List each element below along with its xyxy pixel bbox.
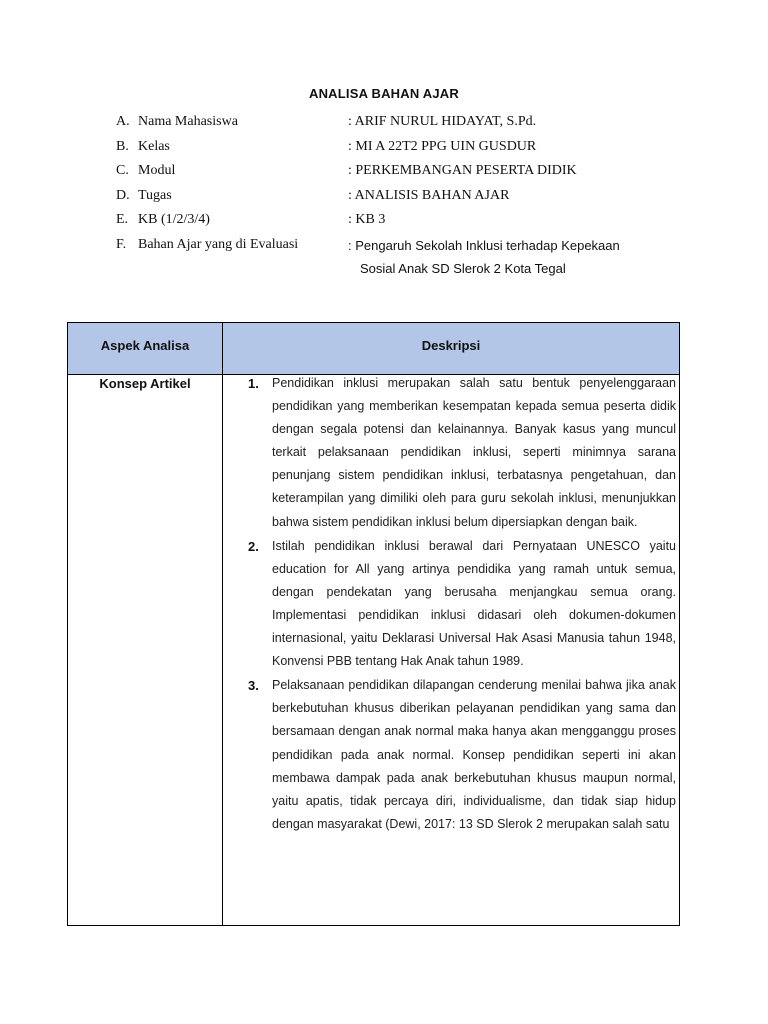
item-number: 1. (248, 376, 259, 391)
analysis-table (67, 322, 680, 926)
info-letter: A. (116, 114, 130, 129)
info-letter: F. (116, 236, 127, 252)
info-row-material (116, 236, 716, 276)
info-row-kb (116, 212, 716, 237)
item-number: 2. (248, 538, 259, 554)
info-value: : KB 3 (348, 212, 386, 228)
list-item (236, 535, 676, 674)
list-item (236, 674, 676, 836)
item-text: Istilah pendidikan inklusi berawal dari Pernyataan UNESCO yaitu education for All yang artinya pendidika yang ramah untuk semua, dengan pendekatan yang berusaha menjangkau semua orang. Implementasi pendidikan inklusi didasari oleh dokumen-dokumen internasional, yaitu Deklarasi Universal Hak Asasi Manusia tahun 1948, Konvensi PBB tentang Hak Anak tahun 1989. (272, 538, 676, 669)
info-letter: B. (116, 138, 129, 154)
item-text: Pendidikan inklusi merupakan salah satu bentuk penyelenggaraan pendidikan yang memberikan kesempatan kepada semua peserta didik dengan segala potensi dan kelainannya. Banyak kasus yang muncul terkait pelaksanaan pendidikan inklusi, seperti minimnya sarana penunjang sistem pendidikan inklusi, terbatasnya pengetahuan, dan keterampilan yang dimiliki oleh para guru sekolah inklusi, menunjukkan bahwa sistem pendidikan inklusi belum dipersiapkan dengan baik. (272, 376, 676, 529)
info-row-task (116, 188, 716, 213)
info-letter: C. (116, 163, 129, 179)
table-header-row (68, 323, 679, 375)
info-value: : ANALISIS BAHAN AJAR (348, 187, 510, 203)
info-label: KB (1/2/3/4) (138, 212, 210, 228)
info-value: : PERKEMBANGAN PESERTA DIDIK (348, 163, 577, 179)
page-title: ANALISA BAHAN AJAR (309, 86, 459, 101)
list-item (236, 372, 676, 534)
info-value: : ARIF NURUL HIDAYAT, S.Pd. (348, 114, 537, 129)
info-label: Modul (138, 163, 176, 179)
info-label: Nama Mahasiswa (138, 114, 238, 129)
info-row-module (116, 163, 716, 188)
info-label: Kelas (138, 138, 170, 154)
info-row-name (116, 114, 716, 139)
info-value: : Pengaruh Sekolah Inklusi terhadap Kepekaan (348, 237, 620, 253)
info-label: Tugas (138, 187, 172, 203)
aspect-label: Konsep Artikel (99, 376, 191, 391)
info-value-continued: Sosial Anak SD Slerok 2 Kota Tegal (360, 260, 566, 276)
info-letter: D. (116, 187, 130, 203)
item-text: Pelaksanaan pendidikan dilapangan cenderung menilai bahwa jika anak berkebutuhan khusus diberikan pelayanan pendidikan yang sama dan bersamaan dengan anak normal maka hanya akan mengganggu proses pendidikan pada anak normal. Konsep pendidikan seperti ini akan membawa dampak pada anak berkebutuhan khusus maupun normal, yaitu apatis, tidak percaya diri, individualisme, dan tidak siap hidup dengan masyarakat (Dewi, 2017: 13 SD Slerok 2 merupakan salah satu (272, 678, 676, 831)
info-label: Bahan Ajar yang di Evaluasi (138, 236, 299, 252)
info-value: : MI A 22T2 PPG UIN GUSDUR (348, 138, 537, 154)
info-row-class (116, 139, 716, 164)
description-list (236, 372, 676, 924)
header-aspect: Aspek Analisa (68, 323, 223, 374)
info-letter: E. (116, 212, 129, 228)
column-divider (222, 375, 223, 925)
header-description: Deskripsi (421, 338, 481, 353)
student-info-list (116, 114, 716, 276)
item-number: 3. (248, 678, 259, 694)
